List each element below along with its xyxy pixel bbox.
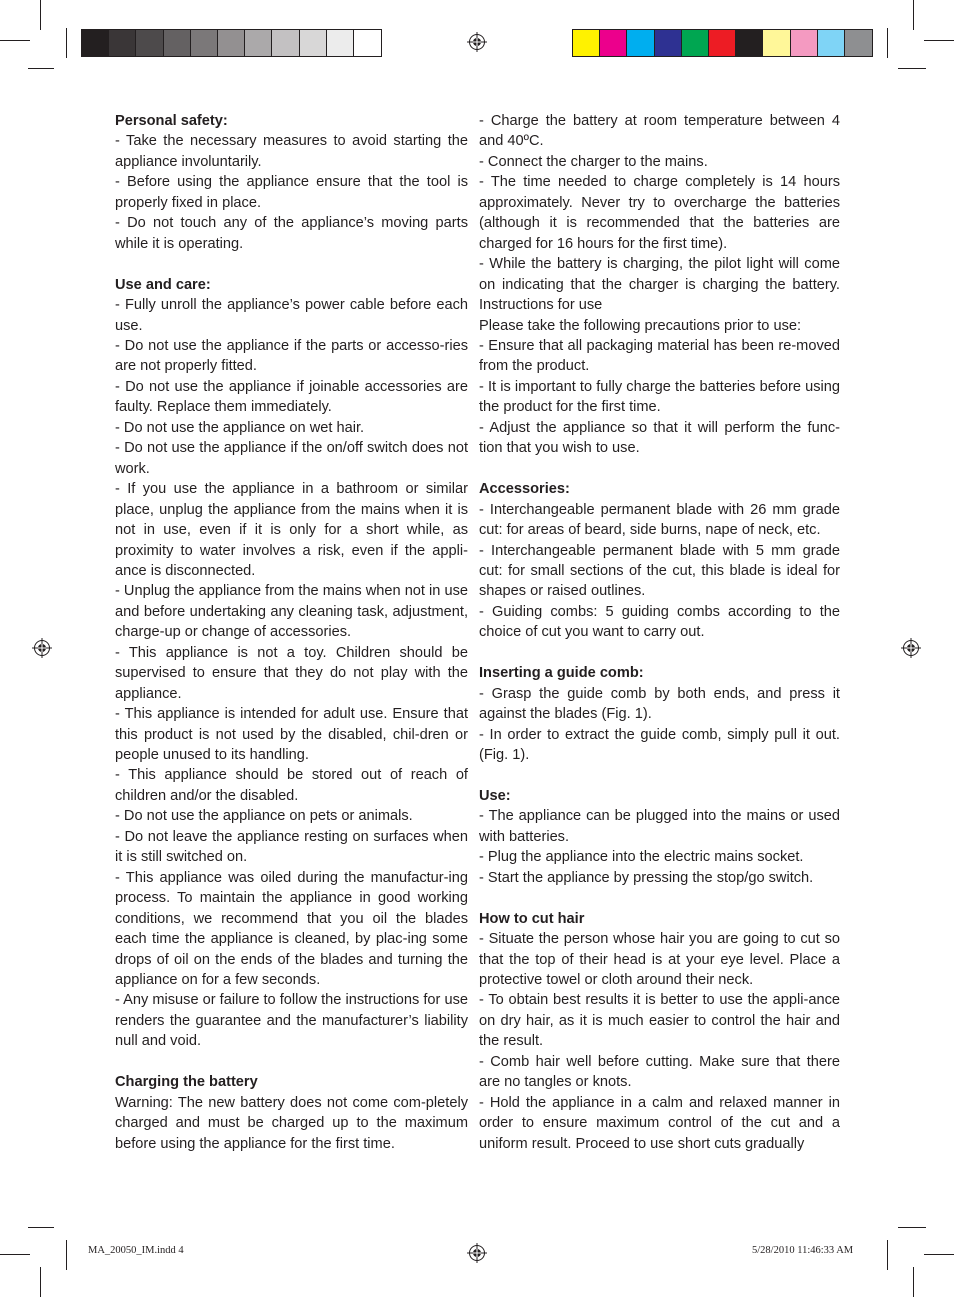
color-swatch <box>191 30 218 56</box>
section-heading: Charging the battery <box>115 1074 258 1091</box>
section-heading: Inserting a guide comb: <box>479 665 644 682</box>
color-swatch <box>327 30 354 56</box>
color-swatch <box>354 30 381 56</box>
paragraph: - This appliance is intended for adult use. Ensure that this product is not used by the disabled, chil-dren or people unused to its handling. <box>115 706 468 764</box>
paragraph: - Do not use the appliance on wet hair. <box>115 419 365 436</box>
footer-file-name: MA_20050_IM.indd 4 <box>88 1245 184 1256</box>
color-swatch <box>600 30 627 56</box>
paragraph: - This appliance should be stored out of reach of children and/or the disabled. <box>115 767 468 804</box>
color-swatch <box>109 30 136 56</box>
paragraph: - This appliance was oiled during the manufactur-ing process. To maintain the appliance in good working conditions, we recommend that you oil the blades each time the appliance is cleaned, by plac-ing some drops of oil on the ends of the blades and turning the appliance on for a few seconds. <box>115 869 468 989</box>
color-swatch <box>82 30 109 56</box>
paragraph: - Before using the appliance ensure that the tool is properly fixed in place. <box>115 174 468 211</box>
color-swatch <box>709 30 736 56</box>
crosshair-target-icon <box>901 638 921 658</box>
crop-mark <box>898 68 926 69</box>
right-column <box>479 111 840 1154</box>
crop-mark <box>913 1267 914 1297</box>
crop-mark <box>40 1267 41 1297</box>
left-column <box>115 111 468 1154</box>
paragraph-spacer <box>479 765 840 785</box>
grayscale-bar <box>81 29 382 57</box>
paragraph-spacer <box>115 254 468 274</box>
section-heading: How to cut hair <box>479 910 585 927</box>
crop-mark <box>28 1227 54 1228</box>
paragraph: - While the battery is charging, the pilot light will come on indicating that the charger is charging the battery. Instructions for use <box>479 256 840 314</box>
crop-mark <box>0 1254 30 1255</box>
paragraph: - Start the appliance by pressing the stop/go switch. <box>479 869 814 886</box>
paragraph: - To obtain best results it is better to use the appli-ance on dry hair, as it is much easier to control the hair and the result. <box>479 992 840 1050</box>
paragraph: - Ensure that all packaging material has been re-moved from the product. <box>479 337 840 375</box>
paragraph: - This appliance is not a toy. Children should be supervised to ensure that they do not play with the appliance. <box>115 644 468 702</box>
paragraph: - Plug the appliance into the electric mains socket. <box>479 849 804 866</box>
color-swatch <box>736 30 763 56</box>
crop-mark <box>924 1254 954 1255</box>
color-swatch <box>655 30 682 56</box>
paragraph: Please take the following precautions prior to use: <box>479 317 802 334</box>
paragraph-spacer <box>479 643 840 663</box>
footer-timestamp: 5/28/2010 11:46:33 AM <box>752 1245 854 1256</box>
paragraph: - Comb hair well before cutting. Make sure that there are no tangles or knots. <box>479 1053 840 1091</box>
paragraph: - Do not use the appliance if joinable accessories are faulty. Replace them immediately. <box>115 378 468 416</box>
paragraph: - The appliance can be plugged into the mains or used with batteries. <box>479 808 840 845</box>
paragraph-spacer <box>479 459 840 479</box>
color-swatch <box>845 30 872 56</box>
paragraph: - Interchangeable permanent blade with 26 mm grade cut: for areas of beard, side burns, nape of neck, etc. <box>479 501 840 539</box>
paragraph: - Grasp the guide comb by both ends, and press it against the blades (Fig. 1). <box>479 685 840 723</box>
crop-mark <box>913 0 914 30</box>
paragraph: - Do not touch any of the appliance’s moving parts while it is operating. <box>115 215 468 252</box>
paragraph: - Take the necessary measures to avoid starting the appliance involuntarily. <box>115 133 468 170</box>
color-swatch <box>818 30 845 56</box>
paragraph: - Hold the appliance in a calm and relaxed manner in order to ensure maximum control of the cut and a uniform result. Proceed to use short cuts gradually <box>479 1094 840 1152</box>
paragraph: - Adjust the appliance so that it will perform the func-tion that you wish to use. <box>479 419 840 457</box>
color-swatch <box>682 30 709 56</box>
crop-mark <box>887 28 888 58</box>
paragraph: - Interchangeable permanent blade with 5 mm grade cut: for small sections of the cut, this blade is ideal for shapes or raised outlines. <box>479 542 840 600</box>
paragraph: - Guiding combs: 5 guiding combs according to the choice of cut you want to carry out. <box>479 603 840 641</box>
paragraph: - Connect the charger to the mains. <box>479 153 708 170</box>
crop-mark <box>66 1240 67 1270</box>
paragraph: - Do not use the appliance if the on/off switch does not work. <box>115 440 468 477</box>
crop-mark <box>40 0 41 30</box>
crosshair-target-icon <box>32 638 52 658</box>
paragraph-spacer <box>115 1052 468 1072</box>
color-swatch <box>627 30 654 56</box>
color-swatch <box>136 30 163 56</box>
color-swatch <box>245 30 272 56</box>
paragraph: - Charge the battery at room temperature between 4 and 40ºC. <box>479 113 840 150</box>
paragraph: - The time needed to charge completely is 14 hours approximately. Never try to overcharge the batteries (although it is recommended that the batteries are charged for 16 hours for the first time). <box>479 174 840 252</box>
crosshair-target-icon <box>467 32 487 52</box>
color-swatch <box>763 30 790 56</box>
paragraph: Warning: The new battery does not come com-pletely charged and must be charged up to the maximum before using the appliance for the first time. <box>115 1094 468 1152</box>
paragraph: - Any misuse or failure to follow the instructions for use renders the guarantee and the manufacturer’s liability null and void. <box>115 992 468 1050</box>
color-swatch <box>300 30 327 56</box>
crop-mark <box>66 28 67 58</box>
color-bar <box>572 29 873 57</box>
crop-mark <box>0 40 30 41</box>
paragraph: - Fully unroll the appliance’s power cable before each use. <box>115 297 468 334</box>
paragraph: - Unplug the appliance from the mains when not in use and before undertaking any cleaning task, adjustment, charge-up or change of accessories. <box>115 583 468 641</box>
paragraph: - Situate the person whose hair you are going to cut so that the top of their head is at your eye level. Place a protective towel or cloth around their neck. <box>479 931 840 988</box>
paragraph-spacer <box>479 888 840 908</box>
color-swatch <box>791 30 818 56</box>
paragraph: - If you use the appliance in a bathroom or similar place, unplug the appliance from the mains when it is not in use, even if it is only for a short while, as proximity to water involves a risk, even if the appli-ance is disconnected. <box>115 481 468 579</box>
crop-mark <box>924 40 954 41</box>
paragraph: - Do not leave the appliance resting on surfaces when it is still switched on. <box>115 828 468 866</box>
section-heading: Use and care: <box>115 276 211 293</box>
color-swatch <box>164 30 191 56</box>
color-swatch <box>218 30 245 56</box>
section-heading: Accessories: <box>479 481 570 498</box>
crop-mark <box>887 1240 888 1270</box>
crop-mark <box>28 68 54 69</box>
paragraph: - In order to extract the guide comb, simply pull it out. (Fig. 1). <box>479 726 840 764</box>
section-heading: Personal safety: <box>115 113 228 129</box>
color-swatch <box>272 30 299 56</box>
paragraph: - Do not use the appliance if the parts or accesso-ries are not properly fitted. <box>115 337 468 375</box>
paragraph: - Do not use the appliance on pets or animals. <box>115 808 413 825</box>
paragraph: - It is important to fully charge the batteries before using the product for the first time. <box>479 378 840 416</box>
section-heading: Use: <box>479 787 511 804</box>
crosshair-target-icon <box>467 1243 487 1263</box>
color-swatch <box>573 30 600 56</box>
crop-mark <box>898 1227 926 1228</box>
